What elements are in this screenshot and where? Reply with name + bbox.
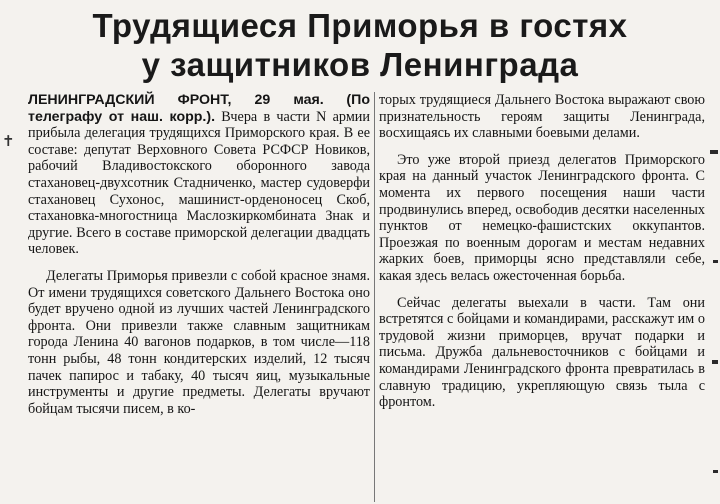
edge-smudge — [713, 470, 718, 473]
column-divider — [374, 92, 375, 502]
paragraph-2: Делегаты Приморья привезли с собой красное знамя. От имени трудящихся советского Дальнего Востока оно будет вручено одной из лучших частей Ленинградского фронта. Они привезли также славным защитникам города Ленина 40 вагонов подарков, в том числе—118 тонн рыбы, 48 тонн кондитерских изделий, 12 тысяч пачек папирос и табаку, 40 тысяч яиц, музыкальные инструменты и другие предметы. Делегаты вручают бойцам тысячи писем, в ко- — [28, 267, 370, 417]
article-headline — [0, 6, 720, 84]
lead-paragraph — [28, 92, 370, 258]
lead-text: Вчера в части N армии прибыла делегация трудящихся Приморского края. В ее составе: депутат Верховного Совета РСФСР Новиков, рабочий Владивостокского оборонного завода стахановец-двухсотник Стадниченко, мастер судоверфи стахановец Сухонос, машинист-орденоносец Скоб, стахановка-многостница Маслозкиркомбината Знак и другие. Всего в составе приморской делегации двадцать человек. — [28, 108, 370, 258]
article-column-1 — [28, 92, 370, 417]
edge-smudge — [712, 360, 718, 364]
agency-credit: (По телеграфу от наш. корр.). — [28, 92, 370, 125]
dateline: ЛЕНИНГРАДСКИЙ ФРОНТ, 29 мая. — [28, 92, 324, 108]
paragraph-5: Сейчас делегаты выехали в части. Там они встретятся с бойцами и командирами, расскажут им о трудовой жизни приморцев, вручат подарки и письма. Дружба дальневосточников с бойцами и командирами Ленинградского фронта превратилась в славную традицию, укрепляющую связь тыла с фронтом. — [379, 294, 705, 411]
margin-mark-icon: ✝ — [2, 132, 15, 150]
article-column-2 — [379, 92, 705, 411]
headline-line-1: Трудящиеся Приморья в гостях — [92, 7, 628, 44]
edge-smudge — [713, 260, 718, 263]
paragraph-3: торых трудящиеся Дальнего Востока выражают свою признательность героям защиты Ленинграда, восхищаясь их славными боевыми делами. — [379, 92, 705, 142]
paragraph-4: Это уже второй приезд делегатов Приморского края на данный участок Ленинградского фронта. С момента их первого посещения наши части продвинулись вперед, освободив десятки населенных пунктов от немецко-фашистских оккупантов. Проезжая по военным дорогам и местам недавних жарких боев, приморцы ясно представляли себе, какая здесь велась ожесточенная борьба. — [379, 151, 705, 284]
headline-line-2: у защитников Ленинграда — [141, 46, 579, 83]
edge-smudge — [710, 150, 718, 154]
